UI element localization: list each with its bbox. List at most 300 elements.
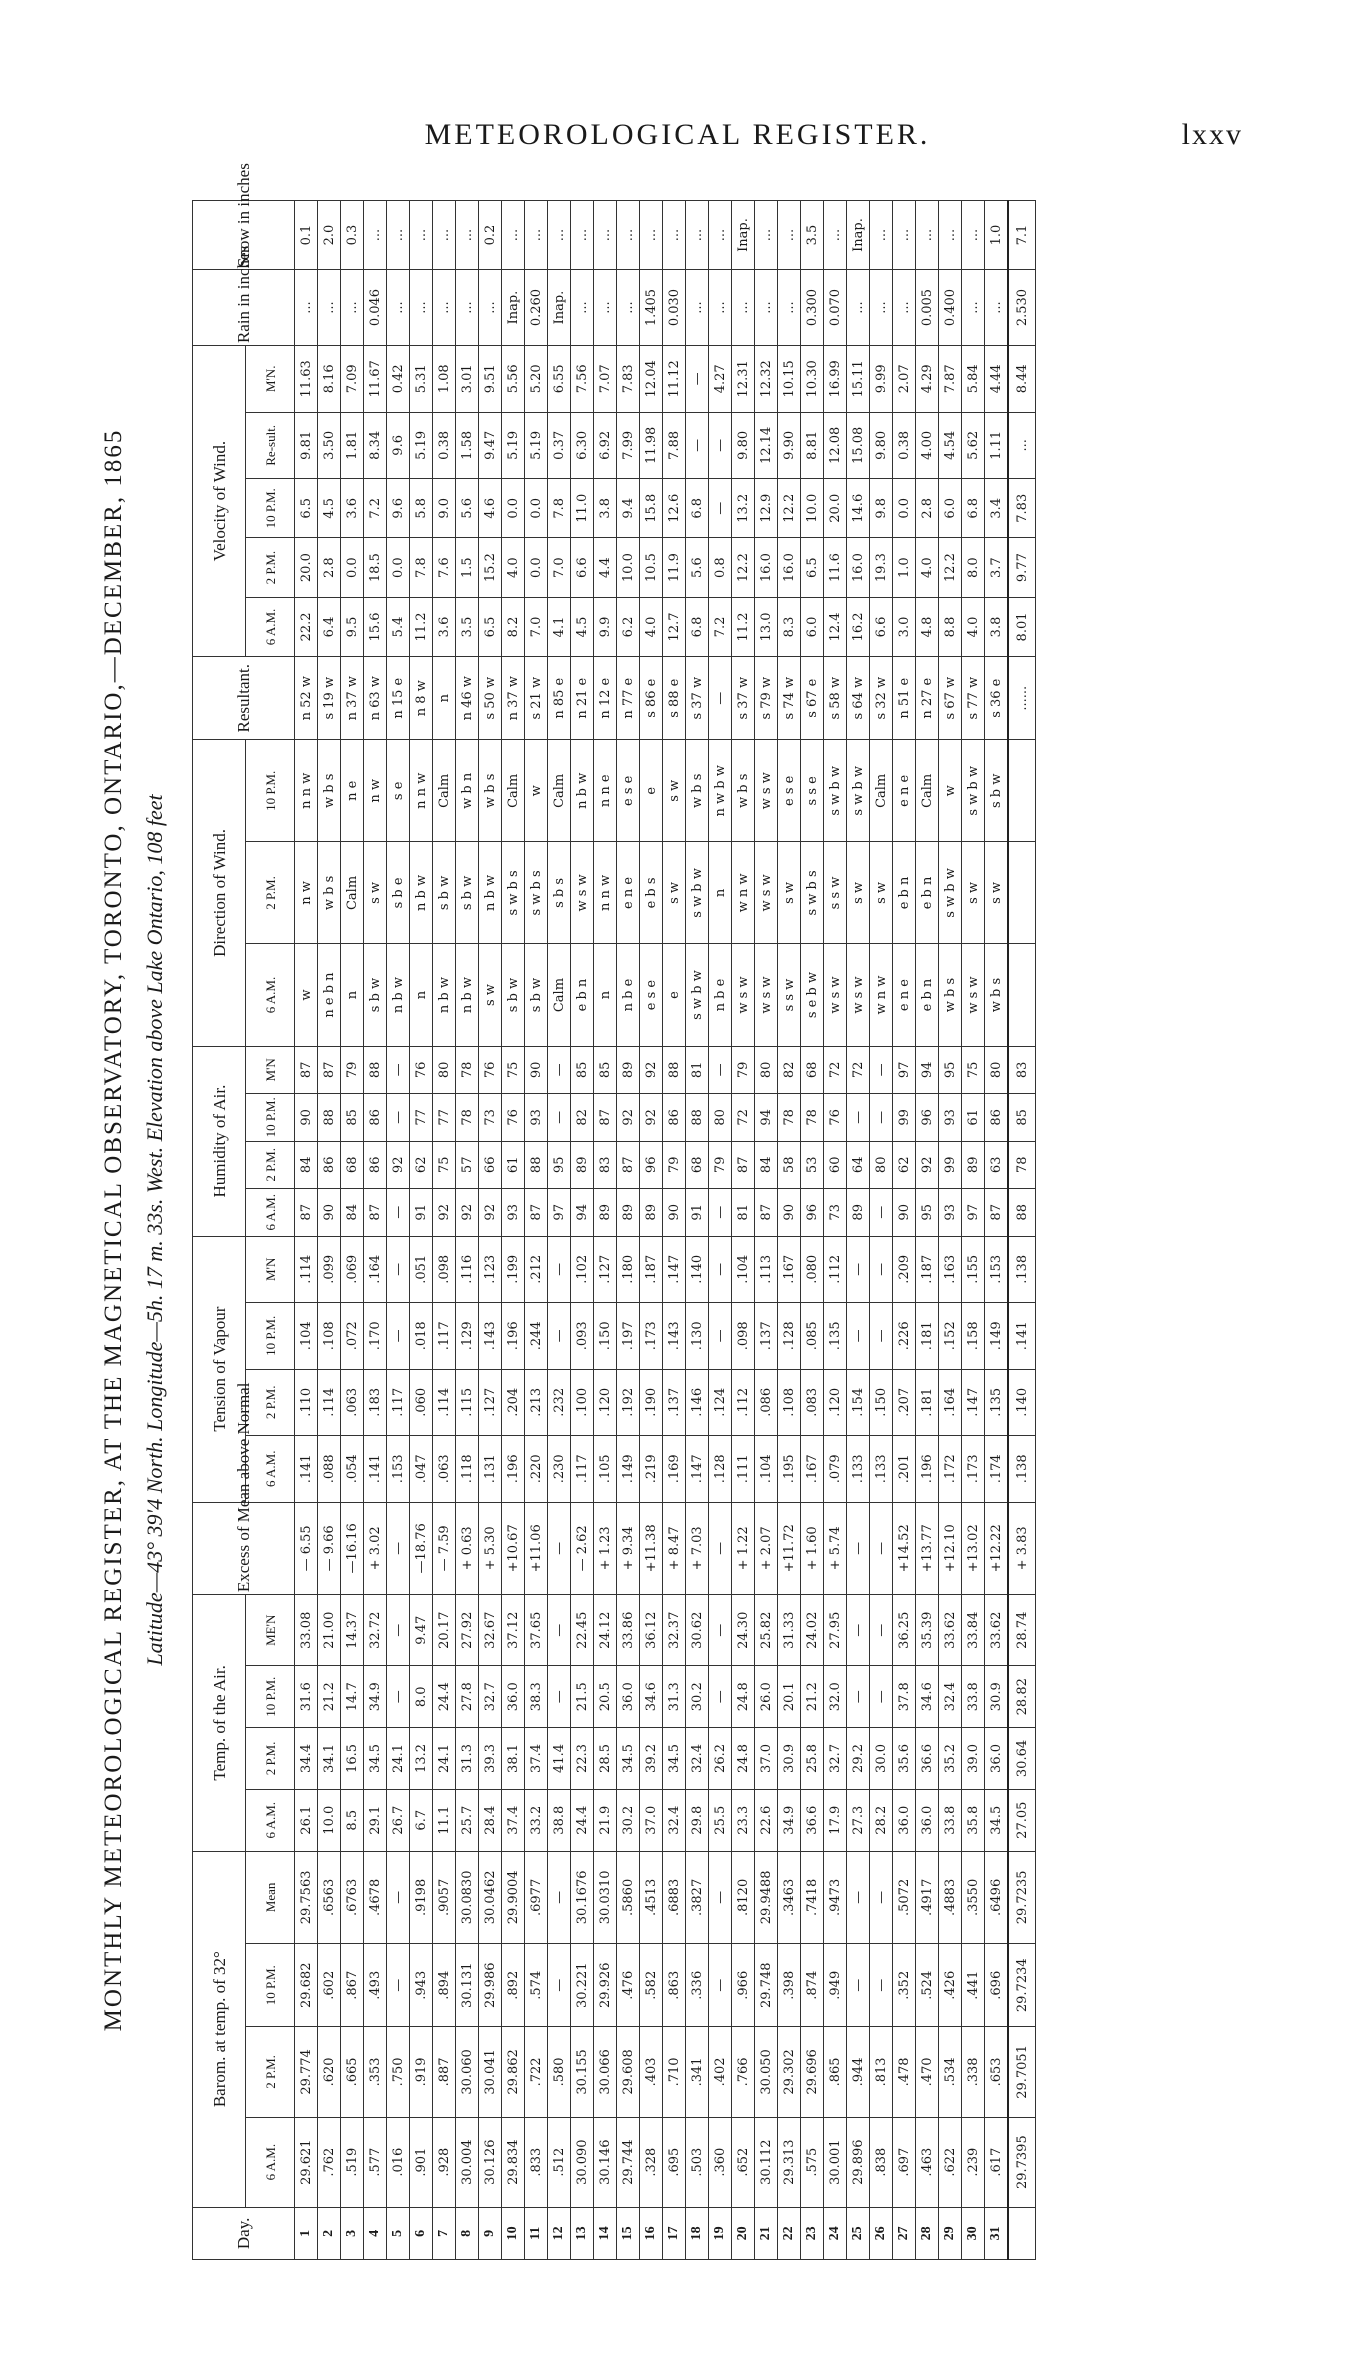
cell-v2: .114 [318,1369,341,1435]
cell-wr: — [686,412,709,478]
cell-w10: 0.0 [893,479,916,538]
cell-b2: 30.155 [571,2027,594,2117]
cell-vm: .187 [916,1236,939,1303]
table-row [617,201,640,2260]
cell-d6: e b n [571,944,594,1046]
cell-snow: ... [916,201,939,270]
cell-vm: — [847,1236,870,1303]
cell-snow: 0.1 [295,201,318,270]
cell-b10: — [548,1944,571,2027]
cell-w2: 7.8 [410,538,433,597]
cell-d6: n [410,944,433,1046]
cell-v10: .152 [939,1303,962,1369]
table-row [364,201,387,2260]
cell-res: s 37 w [732,657,755,740]
cell-day: 31 [985,2207,1009,2259]
cell-v10: .108 [318,1303,341,1369]
cell-vm: .114 [295,1236,318,1303]
table-row [318,201,341,2260]
cell-w6: 9.5 [341,597,364,656]
cell-t6: 38.8 [548,1789,571,1851]
cell-t6: 36.0 [893,1789,916,1851]
table-row [433,201,456,2260]
cell-ex: —16.16 [341,1502,364,1595]
cell-t2: 39.3 [479,1728,502,1790]
subheader-temp-3: ME'N [246,1595,295,1666]
cell-d2: s b w [433,842,456,944]
cell-d2: s w b s [801,842,824,944]
subheader-barom-2: 10 P.M. [246,1944,295,2027]
cell-wm: 11.67 [364,346,387,413]
cell-d10: e [640,740,663,842]
cell-rain: ... [778,270,801,346]
cell-b6: 29.834 [502,2117,525,2207]
cell-d10: n n w [295,740,318,842]
cell-day: 2 [318,2207,341,2259]
register-table-wrap [192,163,1036,2260]
cell-wr: 6.30 [571,412,594,478]
cell-hm: 75 [962,1046,985,1093]
cell-ex: — [387,1502,410,1595]
cell-w2: 4.0 [502,538,525,597]
cell-bm: 29.9488 [755,1851,778,1944]
cell-t10: — [870,1666,893,1728]
cell-b10: — [709,1944,732,2027]
cell-w6: 22.2 [295,597,318,656]
cell-rain: ... [962,270,985,346]
cell-day: 22 [778,2207,801,2259]
cell-d2: s w b w [686,842,709,944]
cell-snow: ... [755,201,778,270]
cell-hm: 80 [755,1046,778,1093]
cell-t10: — [847,1666,870,1728]
cell-b2: .944 [847,2027,870,2117]
cell-wm: 5.56 [502,346,525,413]
cell-wr: 0.38 [433,412,456,478]
cell-t2: 28.5 [594,1728,617,1790]
cell-ex: +11.06 [525,1502,548,1595]
cell-h6: 89 [617,1189,640,1236]
table-row [502,201,525,2260]
cell-b6: .697 [893,2117,916,2207]
cell-wr: 8.34 [364,412,387,478]
cell-v10: .150 [594,1303,617,1369]
cell-hm: 72 [824,1046,847,1093]
cell-b2: .653 [985,2027,1009,2117]
cell-hm: 79 [732,1046,755,1093]
total-b2: 29.7051 [1008,2027,1036,2117]
cell-t6: 34.5 [985,1789,1009,1851]
header-rain: Rain in inches [193,270,295,346]
cell-t10: 32.7 [479,1666,502,1728]
cell-wr: 5.19 [502,412,525,478]
cell-res: n 15 e [387,657,410,740]
cell-b10: .336 [686,1944,709,2027]
total-w2: 9.77 [1008,538,1036,597]
cell-rain: ... [755,270,778,346]
cell-t10: 38.3 [525,1666,548,1728]
cell-t10: 14.7 [341,1666,364,1728]
cell-h10: 73 [479,1094,502,1141]
cell-v2: .146 [686,1369,709,1435]
cell-d6: s e b w [801,944,824,1046]
cell-vm: .112 [824,1236,847,1303]
cell-b6: .328 [640,2117,663,2207]
cell-w6: 16.2 [847,597,870,656]
cell-rain: ... [709,270,732,346]
cell-wr: 9.6 [387,412,410,478]
cell-t10: 36.0 [502,1666,525,1728]
cell-v2: .154 [847,1369,870,1435]
cell-rain: ... [318,270,341,346]
cell-d2: s s w [824,842,847,944]
cell-b6: .519 [341,2117,364,2207]
cell-d6: s w [479,944,502,1046]
cell-w10: 0.0 [525,479,548,538]
cell-b6: 30.001 [824,2117,847,2207]
cell-d6: n b w [456,944,479,1046]
cell-snow: 0.3 [341,201,364,270]
cell-v2: .183 [364,1369,387,1435]
subheader-direction-0: 6 A.M. [246,944,295,1046]
cell-tm: — [709,1595,732,1666]
cell-tm: 37.12 [502,1595,525,1666]
cell-res: n [433,657,456,740]
cell-w6: 7.0 [525,597,548,656]
cell-w6: 4.0 [640,597,663,656]
cell-v2: .060 [410,1369,433,1435]
cell-vm: — [548,1236,571,1303]
cell-hm: 88 [663,1046,686,1093]
cell-bm: — [847,1851,870,1944]
cell-t10: 34.9 [364,1666,387,1728]
cell-wr: 7.99 [617,412,640,478]
cell-v10: .098 [732,1303,755,1369]
table-row [939,201,962,2260]
cell-w6: 4.8 [916,597,939,656]
table-head [193,163,295,2260]
cell-vm: .051 [410,1236,433,1303]
cell-b2: 30.041 [479,2027,502,2117]
cell-h2: 84 [755,1141,778,1188]
cell-res: s 88 e [663,657,686,740]
cell-w2: 11.9 [663,538,686,597]
cell-t6: 17.9 [824,1789,847,1851]
cell-wm: 12.04 [640,346,663,413]
cell-h6: — [709,1189,732,1236]
cell-day: 23 [801,2207,824,2259]
cell-day: 4 [364,2207,387,2259]
cell-wr: 0.38 [893,412,916,478]
cell-d2: s w [364,842,387,944]
table-row [778,201,801,2260]
cell-w10: 7.8 [548,479,571,538]
cell-w6: 11.2 [410,597,433,656]
table-row [410,201,433,2260]
cell-v10: .170 [364,1303,387,1369]
cell-res: s 74 w [778,657,801,740]
cell-b2: 29.608 [617,2027,640,2117]
cell-v10: — [548,1303,571,1369]
cell-res: n 27 e [916,657,939,740]
cell-h10: 77 [410,1094,433,1141]
cell-v10: .226 [893,1303,916,1369]
cell-wm: 4.27 [709,346,732,413]
cell-b2: .620 [318,2027,341,2117]
cell-t6: 29.1 [364,1789,387,1851]
cell-h2: 87 [732,1141,755,1188]
cell-b10: 29.682 [295,1944,318,2027]
cell-w2: 10.0 [617,538,640,597]
cell-hm: 97 [893,1046,916,1093]
cell-w10: 5.6 [456,479,479,538]
cell-res: s 36 e [985,657,1009,740]
cell-b10: 30.131 [456,1944,479,2027]
cell-v2: .086 [755,1369,778,1435]
cell-b2: 30.060 [456,2027,479,2117]
cell-t10: 32.4 [939,1666,962,1728]
cell-h10: — [847,1094,870,1141]
cell-b6: .463 [916,2117,939,2207]
cell-d2: w s w [755,842,778,944]
cell-bm: .6883 [663,1851,686,1944]
cell-w6: 6.4 [318,597,341,656]
cell-rain: 0.005 [916,270,939,346]
cell-wm: 0.42 [387,346,410,413]
header-temp: Temp. of the Air. [193,1595,246,1851]
cell-w2: 11.6 [824,538,847,597]
cell-d2: s w b w [939,842,962,944]
table-row [456,201,479,2260]
table-row [847,201,870,2260]
cell-b10: 30.221 [571,1944,594,2027]
cell-b6: 30.090 [571,2117,594,2207]
cell-d2: e b n [893,842,916,944]
cell-rain: 0.400 [939,270,962,346]
cell-bm: .9057 [433,1851,456,1944]
cell-t6: 37.4 [502,1789,525,1851]
cell-snow: ... [456,201,479,270]
cell-vm: .209 [893,1236,916,1303]
cell-day: 8 [456,2207,479,2259]
cell-b10: .582 [640,1944,663,2027]
cell-w10: 9.4 [617,479,640,538]
cell-v10: .130 [686,1303,709,1369]
total-vm: .138 [1008,1236,1036,1303]
cell-res: n 12 e [594,657,617,740]
cell-ex: + 0.63 [456,1502,479,1595]
cell-d10: s b w [985,740,1009,842]
cell-v6: .133 [870,1436,893,1502]
cell-w6: 12.7 [663,597,686,656]
cell-d6: n b w [433,944,456,1046]
cell-day: 5 [387,2207,410,2259]
cell-d10: w b n [456,740,479,842]
cell-h2: 62 [410,1141,433,1188]
cell-t6: 27.3 [847,1789,870,1851]
total-tm: 28.74 [1008,1595,1036,1666]
cell-h2: 83 [594,1141,617,1188]
cell-rain: 0.046 [364,270,387,346]
cell-vm: .127 [594,1236,617,1303]
cell-rain: Inap. [502,270,525,346]
cell-t6: 33.2 [525,1789,548,1851]
cell-w2: 10.5 [640,538,663,597]
cell-hm: 80 [433,1046,456,1093]
cell-tm: 27.92 [456,1595,479,1666]
cell-d6: e [663,944,686,1046]
cell-wm: 7.56 [571,346,594,413]
cell-d10: n b w [571,740,594,842]
cell-d10: n w [364,740,387,842]
cell-w10: 5.8 [410,479,433,538]
cell-w10: 12.6 [663,479,686,538]
cell-wm: 7.87 [939,346,962,413]
cell-v2: .114 [433,1369,456,1435]
total-bm: 29.7235 [1008,1851,1036,1944]
cell-d6: w n w [870,944,893,1046]
cell-d6: s s w [778,944,801,1046]
cell-hm: 94 [916,1046,939,1093]
cell-b10: .943 [410,1944,433,2027]
table-footer [1008,201,1036,2260]
cell-snow: ... [433,201,456,270]
cell-b6: .617 [985,2117,1009,2207]
cell-h6: 87 [525,1189,548,1236]
cell-w10: 4.6 [479,479,502,538]
cell-t2: 34.1 [318,1728,341,1790]
cell-wr: 5.19 [525,412,548,478]
cell-w2: 3.7 [985,538,1009,597]
table-row [916,201,939,2260]
cell-tm: 27.95 [824,1595,847,1666]
cell-res: s 50 w [479,657,502,740]
cell-h10: 76 [824,1094,847,1141]
cell-d2: s w [663,842,686,944]
cell-v6: .118 [456,1436,479,1502]
cell-v10: .117 [433,1303,456,1369]
cell-v2: .232 [548,1369,571,1435]
cell-v6: .047 [410,1436,433,1502]
cell-v6: .196 [916,1436,939,1502]
cell-b6: 30.126 [479,2117,502,2207]
cell-wr: 9.90 [778,412,801,478]
cell-vm: .167 [778,1236,801,1303]
cell-w10: 0.0 [502,479,525,538]
total-ex: + 3.83 [1008,1502,1036,1595]
cell-hm: — [548,1046,571,1093]
header-velocity: Velocity of Wind. [193,346,246,657]
cell-b6: .512 [548,2117,571,2207]
cell-b6: 30.146 [594,2117,617,2207]
cell-snow: ... [686,201,709,270]
cell-h6: 87 [364,1189,387,1236]
register-page [100,163,1255,2260]
cell-b2: .766 [732,2027,755,2117]
cell-w6: 15.6 [364,597,387,656]
total-t2: 30.64 [1008,1728,1036,1790]
cell-b10: .493 [364,1944,387,2027]
cell-v6: .195 [778,1436,801,1502]
total-hm: 83 [1008,1046,1036,1093]
cell-d2: n [709,842,732,944]
cell-t2: 24.8 [732,1728,755,1790]
cell-hm: 85 [594,1046,617,1093]
cell-h10: 90 [295,1094,318,1141]
cell-tm: 24.30 [732,1595,755,1666]
cell-bm: .6977 [525,1851,548,1944]
cell-b6: .503 [686,2117,709,2207]
cell-d10: w s w [755,740,778,842]
cell-h2: 79 [709,1141,732,1188]
cell-day: 6 [410,2207,433,2259]
cell-res: n 37 w [502,657,525,740]
cell-wr: 9.80 [732,412,755,478]
cell-t10: 34.6 [916,1666,939,1728]
cell-snow: ... [709,201,732,270]
header-direction: Direction of Wind. [193,740,246,1046]
cell-h10: 72 [732,1094,755,1141]
cell-v6: .133 [847,1436,870,1502]
cell-h10: 92 [640,1094,663,1141]
cell-t6: 26.7 [387,1789,410,1851]
cell-bm: 30.0310 [594,1851,617,1944]
cell-ex: —18.76 [410,1502,433,1595]
cell-w10: 4.5 [318,479,341,538]
cell-v6: .219 [640,1436,663,1502]
cell-v6: .172 [939,1436,962,1502]
cell-v10: .181 [916,1303,939,1369]
table-row [870,201,893,2260]
cell-v6: .128 [709,1436,732,1502]
cell-w2: 0.8 [709,538,732,597]
cell-h2: 66 [479,1141,502,1188]
cell-rain: 0.030 [663,270,686,346]
cell-b6: .901 [410,2117,433,2207]
cell-ex: — [870,1502,893,1595]
cell-h2: 92 [387,1141,410,1188]
cell-h2: 86 [364,1141,387,1188]
cell-h6: 95 [916,1189,939,1236]
cell-t2: 29.2 [847,1728,870,1790]
cell-b2: 29.862 [502,2027,525,2117]
cell-h6: 93 [939,1189,962,1236]
cell-b6: .762 [318,2117,341,2207]
cell-d2: n n w [594,842,617,944]
cell-v2: .147 [962,1369,985,1435]
cell-t6: 10.0 [318,1789,341,1851]
cell-tm: 9.47 [410,1595,433,1666]
cell-res: n 51 e [893,657,916,740]
cell-bm: .4883 [939,1851,962,1944]
table-row [548,201,571,2260]
running-head [0,118,1355,158]
table-row [594,201,617,2260]
subheader-temp-1: 2 P.M. [246,1728,295,1790]
cell-d6: w [295,944,318,1046]
total-w6: 8.01 [1008,597,1036,656]
cell-vm: .080 [801,1236,824,1303]
cell-h2: 58 [778,1141,801,1188]
cell-v6: .063 [433,1436,456,1502]
cell-b6: .695 [663,2117,686,2207]
cell-w2: 0.0 [341,538,364,597]
cell-d10: s w b w [824,740,847,842]
cell-h10: — [870,1094,893,1141]
cell-b2: .534 [939,2027,962,2117]
cell-vm: .212 [525,1236,548,1303]
cell-day: 14 [594,2207,617,2259]
